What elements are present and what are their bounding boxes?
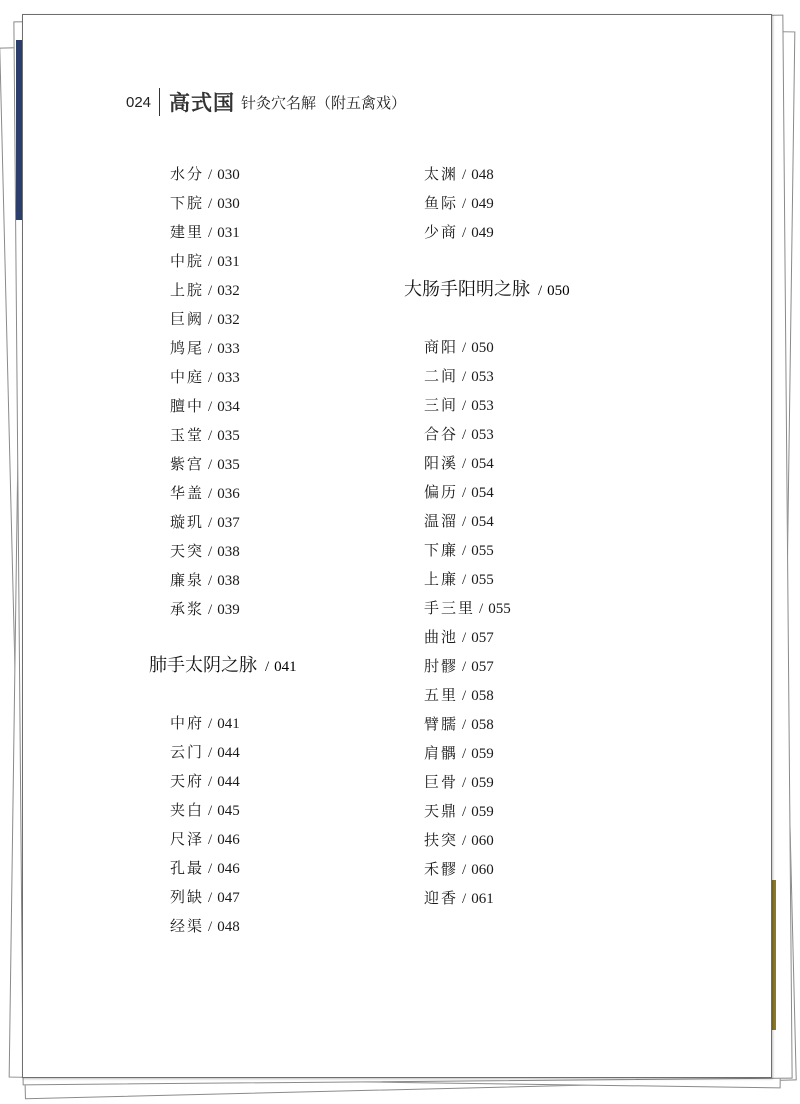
separator-slash: / (462, 630, 467, 646)
toc-entry (170, 512, 240, 533)
acupoint-name: 经渠 (170, 917, 205, 935)
toc-entry (170, 858, 240, 879)
toc-entry (170, 713, 240, 734)
page-ref: 035 (217, 457, 240, 473)
separator-slash: / (208, 803, 213, 819)
toc-entry (424, 453, 494, 474)
toc-entry (170, 742, 240, 763)
toc-section-heading (149, 654, 297, 679)
separator-slash: / (462, 833, 467, 849)
toc-entry (170, 771, 240, 792)
page-ref: 055 (488, 601, 511, 617)
book-page (22, 14, 772, 1078)
toc-entry (424, 859, 494, 880)
page-ref: 053 (471, 369, 494, 385)
acupoint-name: 少商 (424, 223, 459, 241)
acupoint-name: 紫宫 (170, 455, 205, 473)
page-ref: 031 (217, 254, 240, 270)
acupoint-name: 中脘 (170, 252, 205, 270)
page-ref: 054 (471, 514, 494, 530)
acupoint-name: 商阳 (424, 338, 459, 356)
page-ref: 057 (471, 659, 494, 675)
toc-entry (424, 714, 494, 735)
separator-slash: / (462, 167, 467, 183)
page-ref: 059 (471, 746, 494, 762)
page-ref: 033 (217, 341, 240, 357)
separator-slash: / (462, 717, 467, 733)
acupoint-name: 中庭 (170, 368, 205, 386)
acupoint-name: 曲池 (424, 628, 459, 646)
separator-slash: / (208, 428, 213, 444)
separator-slash: / (208, 341, 213, 357)
acupoint-name: 二间 (424, 367, 459, 385)
page-ref: 061 (471, 891, 494, 907)
acupoint-name: 廉泉 (170, 571, 205, 589)
acupoint-name: 上廉 (424, 570, 459, 588)
separator-slash: / (462, 659, 467, 675)
separator-slash: / (462, 891, 467, 907)
toc-entry (424, 222, 494, 243)
separator-slash: / (462, 196, 467, 212)
page-ref: 046 (217, 861, 240, 877)
toc-entry (424, 511, 494, 532)
separator-slash: / (462, 340, 467, 356)
toc-entry (170, 570, 240, 591)
page-ref: 054 (471, 485, 494, 501)
separator-slash: / (208, 602, 213, 618)
acupoint-name: 迎香 (424, 889, 459, 907)
page-ref: 031 (217, 225, 240, 241)
acupoint-name: 天府 (170, 772, 205, 790)
toc-entry (424, 830, 494, 851)
page-ref: 045 (217, 803, 240, 819)
page-ref: 058 (471, 717, 494, 733)
separator-slash: / (208, 225, 213, 241)
page-ref: 053 (471, 427, 494, 443)
acupoint-name: 下廉 (424, 541, 459, 559)
acupoint-name: 臂臑 (424, 715, 459, 733)
separator-slash: / (462, 862, 467, 878)
separator-slash: / (208, 573, 213, 589)
toc-entry (170, 280, 240, 301)
separator-slash: / (208, 919, 213, 935)
page-ref: 060 (471, 833, 494, 849)
toc-entry (424, 193, 494, 214)
page-ref: 058 (471, 688, 494, 704)
page-ref: 038 (217, 573, 240, 589)
separator-slash: / (462, 543, 467, 559)
toc-entry (170, 193, 240, 214)
acupoint-name: 阳溪 (424, 454, 459, 472)
page-ref: 048 (217, 919, 240, 935)
toc-entry (170, 425, 240, 446)
page-ref: 034 (217, 399, 240, 415)
acupoint-name: 五里 (424, 686, 459, 704)
page-ref: 049 (471, 225, 494, 241)
separator-slash: / (208, 370, 213, 386)
acupoint-name: 下脘 (170, 194, 205, 212)
page-ref: 048 (471, 167, 494, 183)
separator-slash: / (208, 861, 213, 877)
author-calligraphy: 高式国 (169, 90, 236, 115)
acupoint-name: 肩髃 (424, 744, 459, 762)
toc-entry (170, 251, 240, 272)
acupoint-name: 夹白 (170, 801, 205, 819)
section-name: 肺手太阴之脉 (149, 655, 257, 676)
toc-section-heading (404, 278, 570, 303)
page-ref: 032 (217, 283, 240, 299)
toc-entry (170, 396, 240, 417)
acupoint-name: 禾髎 (424, 860, 459, 878)
page-ref: 050 (471, 340, 494, 356)
acupoint-name: 鱼际 (424, 194, 459, 212)
acupoint-name: 巨阙 (170, 310, 205, 328)
toc-entry (424, 743, 494, 764)
separator-slash: / (462, 427, 467, 443)
acupoint-name: 云门 (170, 743, 205, 761)
separator-slash: / (462, 456, 467, 472)
page-ref: 030 (217, 167, 240, 183)
toc-entry (424, 685, 494, 706)
toc-entry (170, 800, 240, 821)
page-ref: 053 (471, 398, 494, 414)
acupoint-name: 华盖 (170, 484, 205, 502)
separator-slash: / (462, 398, 467, 414)
page-ref: 054 (471, 456, 494, 472)
page-ref: 041 (274, 659, 297, 675)
separator-slash: / (462, 514, 467, 530)
separator-slash: / (208, 312, 213, 328)
separator-slash: / (462, 225, 467, 241)
separator-slash: / (208, 774, 213, 790)
page-ref: 050 (547, 283, 570, 299)
toc-entry (424, 801, 494, 822)
toc-entry (170, 338, 240, 359)
separator-slash: / (208, 196, 213, 212)
page-ref: 055 (471, 543, 494, 559)
page-ref: 057 (471, 630, 494, 646)
separator-slash: / (208, 544, 213, 560)
separator-slash: / (208, 167, 213, 183)
separator-slash: / (208, 457, 213, 473)
acupoint-name: 巨骨 (424, 773, 459, 791)
page-ref: 036 (217, 486, 240, 502)
acupoint-name: 膻中 (170, 397, 205, 415)
separator-slash: / (479, 601, 484, 617)
acupoint-name: 太渊 (424, 165, 459, 183)
separator-slash: / (208, 254, 213, 270)
acupoint-name: 肘髎 (424, 657, 459, 675)
acupoint-name: 列缺 (170, 888, 205, 906)
acupoint-name: 承浆 (170, 600, 205, 618)
page-ref: 039 (217, 602, 240, 618)
toc-entry (424, 656, 494, 677)
acupoint-name: 扶突 (424, 831, 459, 849)
page-ref: 047 (217, 890, 240, 906)
separator-slash: / (208, 399, 213, 415)
acupoint-name: 水分 (170, 165, 205, 183)
toc-entry (424, 482, 494, 503)
toc-entry (424, 540, 494, 561)
page-ref: 055 (471, 572, 494, 588)
separator-slash: / (208, 832, 213, 848)
separator-slash: / (462, 746, 467, 762)
page-ref: 030 (217, 196, 240, 212)
toc-entry (424, 337, 494, 358)
toc-entry (170, 541, 240, 562)
page-ref: 044 (217, 774, 240, 790)
toc-entry (424, 598, 511, 619)
toc-entry (424, 627, 494, 648)
separator-slash: / (462, 485, 467, 501)
acupoint-name: 中府 (170, 714, 205, 732)
separator-slash: / (208, 716, 213, 732)
acupoint-name: 尺泽 (170, 830, 205, 848)
toc-entry (170, 309, 240, 330)
acupoint-name: 温溜 (424, 512, 459, 530)
toc-entry (170, 887, 240, 908)
toc-entry (424, 164, 494, 185)
page-ref: 044 (217, 745, 240, 761)
acupoint-name: 鸠尾 (170, 339, 205, 357)
toc-entry (170, 454, 240, 475)
separator-slash: / (462, 572, 467, 588)
page-ref: 041 (217, 716, 240, 732)
page-ref: 059 (471, 804, 494, 820)
acupoint-name: 三间 (424, 396, 459, 414)
page-ref: 037 (217, 515, 240, 531)
page-ref: 032 (217, 312, 240, 328)
toc-entry (424, 888, 494, 909)
toc-entry (170, 916, 240, 937)
separator-slash: / (208, 515, 213, 531)
toc-entry (424, 772, 494, 793)
acupoint-name: 璇玑 (170, 513, 205, 531)
separator-slash: / (208, 890, 213, 906)
toc-entry (424, 366, 494, 387)
page-ref: 033 (217, 370, 240, 386)
toc-entry (424, 569, 494, 590)
separator-slash: / (462, 804, 467, 820)
separator-slash: / (208, 486, 213, 502)
toc-entry (424, 395, 494, 416)
page-ref: 038 (217, 544, 240, 560)
book-title: 针灸穴名解（附五禽戏） (241, 93, 407, 112)
acupoint-name: 手三里 (424, 599, 476, 617)
acupoint-name: 天鼎 (424, 802, 459, 820)
toc-entry (170, 599, 240, 620)
separator-slash: / (462, 369, 467, 385)
acupoint-name: 偏历 (424, 483, 459, 501)
page-ref: 046 (217, 832, 240, 848)
page-ref: 035 (217, 428, 240, 444)
page-header (126, 84, 406, 120)
toc-entry (170, 164, 240, 185)
acupoint-name: 玉堂 (170, 426, 205, 444)
page-ref: 060 (471, 862, 494, 878)
separator-slash: / (208, 283, 213, 299)
toc-entry (424, 424, 494, 445)
page-number: 024 (126, 93, 152, 111)
separator-slash: / (462, 775, 467, 791)
acupoint-name: 建里 (170, 223, 205, 241)
toc-entry (170, 483, 240, 504)
separator-slash: / (265, 659, 270, 675)
separator-slash: / (462, 688, 467, 704)
page-ref: 059 (471, 775, 494, 791)
toc-entry (170, 829, 240, 850)
acupoint-name: 合谷 (424, 425, 459, 443)
toc-entry (170, 222, 240, 243)
acupoint-name: 天突 (170, 542, 205, 560)
header-divider (159, 88, 160, 116)
toc-entry (170, 367, 240, 388)
acupoint-name: 孔最 (170, 859, 205, 877)
acupoint-name: 上脘 (170, 281, 205, 299)
separator-slash: / (208, 745, 213, 761)
separator-slash: / (538, 283, 543, 299)
page-ref: 049 (471, 196, 494, 212)
section-name: 大肠手阳明之脉 (404, 279, 530, 300)
